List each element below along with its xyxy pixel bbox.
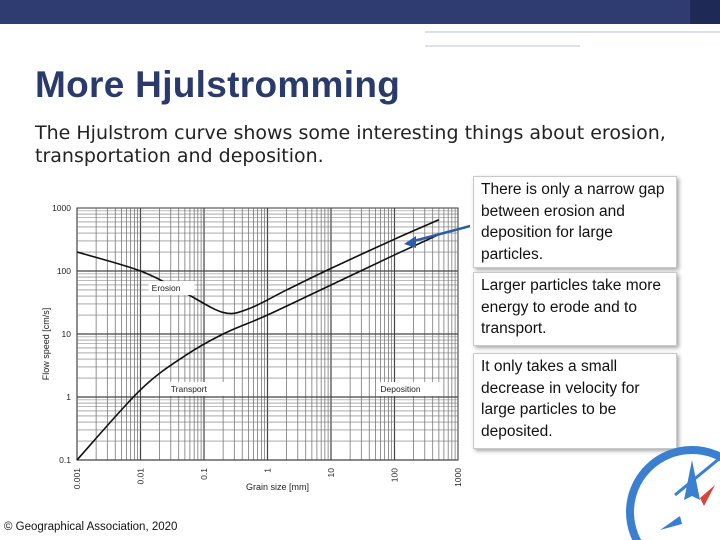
x-tick-label: 0.001 bbox=[72, 468, 82, 490]
x-tick-label: 100 bbox=[389, 468, 400, 483]
header-bar-corner bbox=[690, 0, 720, 24]
y-tick-label: 0.1 bbox=[59, 455, 71, 465]
callout-small-decrease: It only takes a small decrease in velocity for large particles to be deposited. bbox=[473, 353, 677, 449]
x-tick-label: 0.1 bbox=[199, 468, 209, 480]
x-tick-label: 0.01 bbox=[135, 468, 146, 485]
header-accent-lines bbox=[425, 24, 720, 48]
geographical-association-logo bbox=[620, 440, 720, 540]
callout-larger-particles: Larger particles take more energy to erode and to transport. bbox=[473, 272, 677, 346]
x-tick-label: 1000 bbox=[453, 468, 463, 487]
y-tick-label: 1000 bbox=[52, 203, 71, 213]
x-tick-label: 1 bbox=[262, 468, 273, 473]
slide-title: More Hjulstromming bbox=[35, 64, 401, 105]
y-tick-label: 100 bbox=[56, 266, 71, 276]
callout-narrow-gap: There is only a narrow gap between erosion and deposition for large particles. bbox=[473, 176, 677, 268]
region-label: Erosion bbox=[151, 283, 181, 294]
x-axis-label: Grain size [mm] bbox=[245, 482, 310, 492]
region-label: Transport bbox=[170, 384, 207, 395]
region-label: Deposition bbox=[380, 384, 421, 395]
y-tick-label: 10 bbox=[61, 329, 71, 339]
slide-intro: The Hjulstrom curve shows some interesting things about erosion, transportation and deposition. bbox=[35, 122, 666, 167]
y-tick-label: 1 bbox=[66, 392, 71, 402]
copyright-notice: © Geographical Association, 2020 bbox=[4, 521, 178, 533]
hjulstrom-chart bbox=[30, 176, 470, 496]
y-axis-label: Flow speed [cm/s] bbox=[41, 307, 51, 381]
header-bar bbox=[0, 0, 720, 24]
x-tick-label: 10 bbox=[326, 468, 336, 478]
